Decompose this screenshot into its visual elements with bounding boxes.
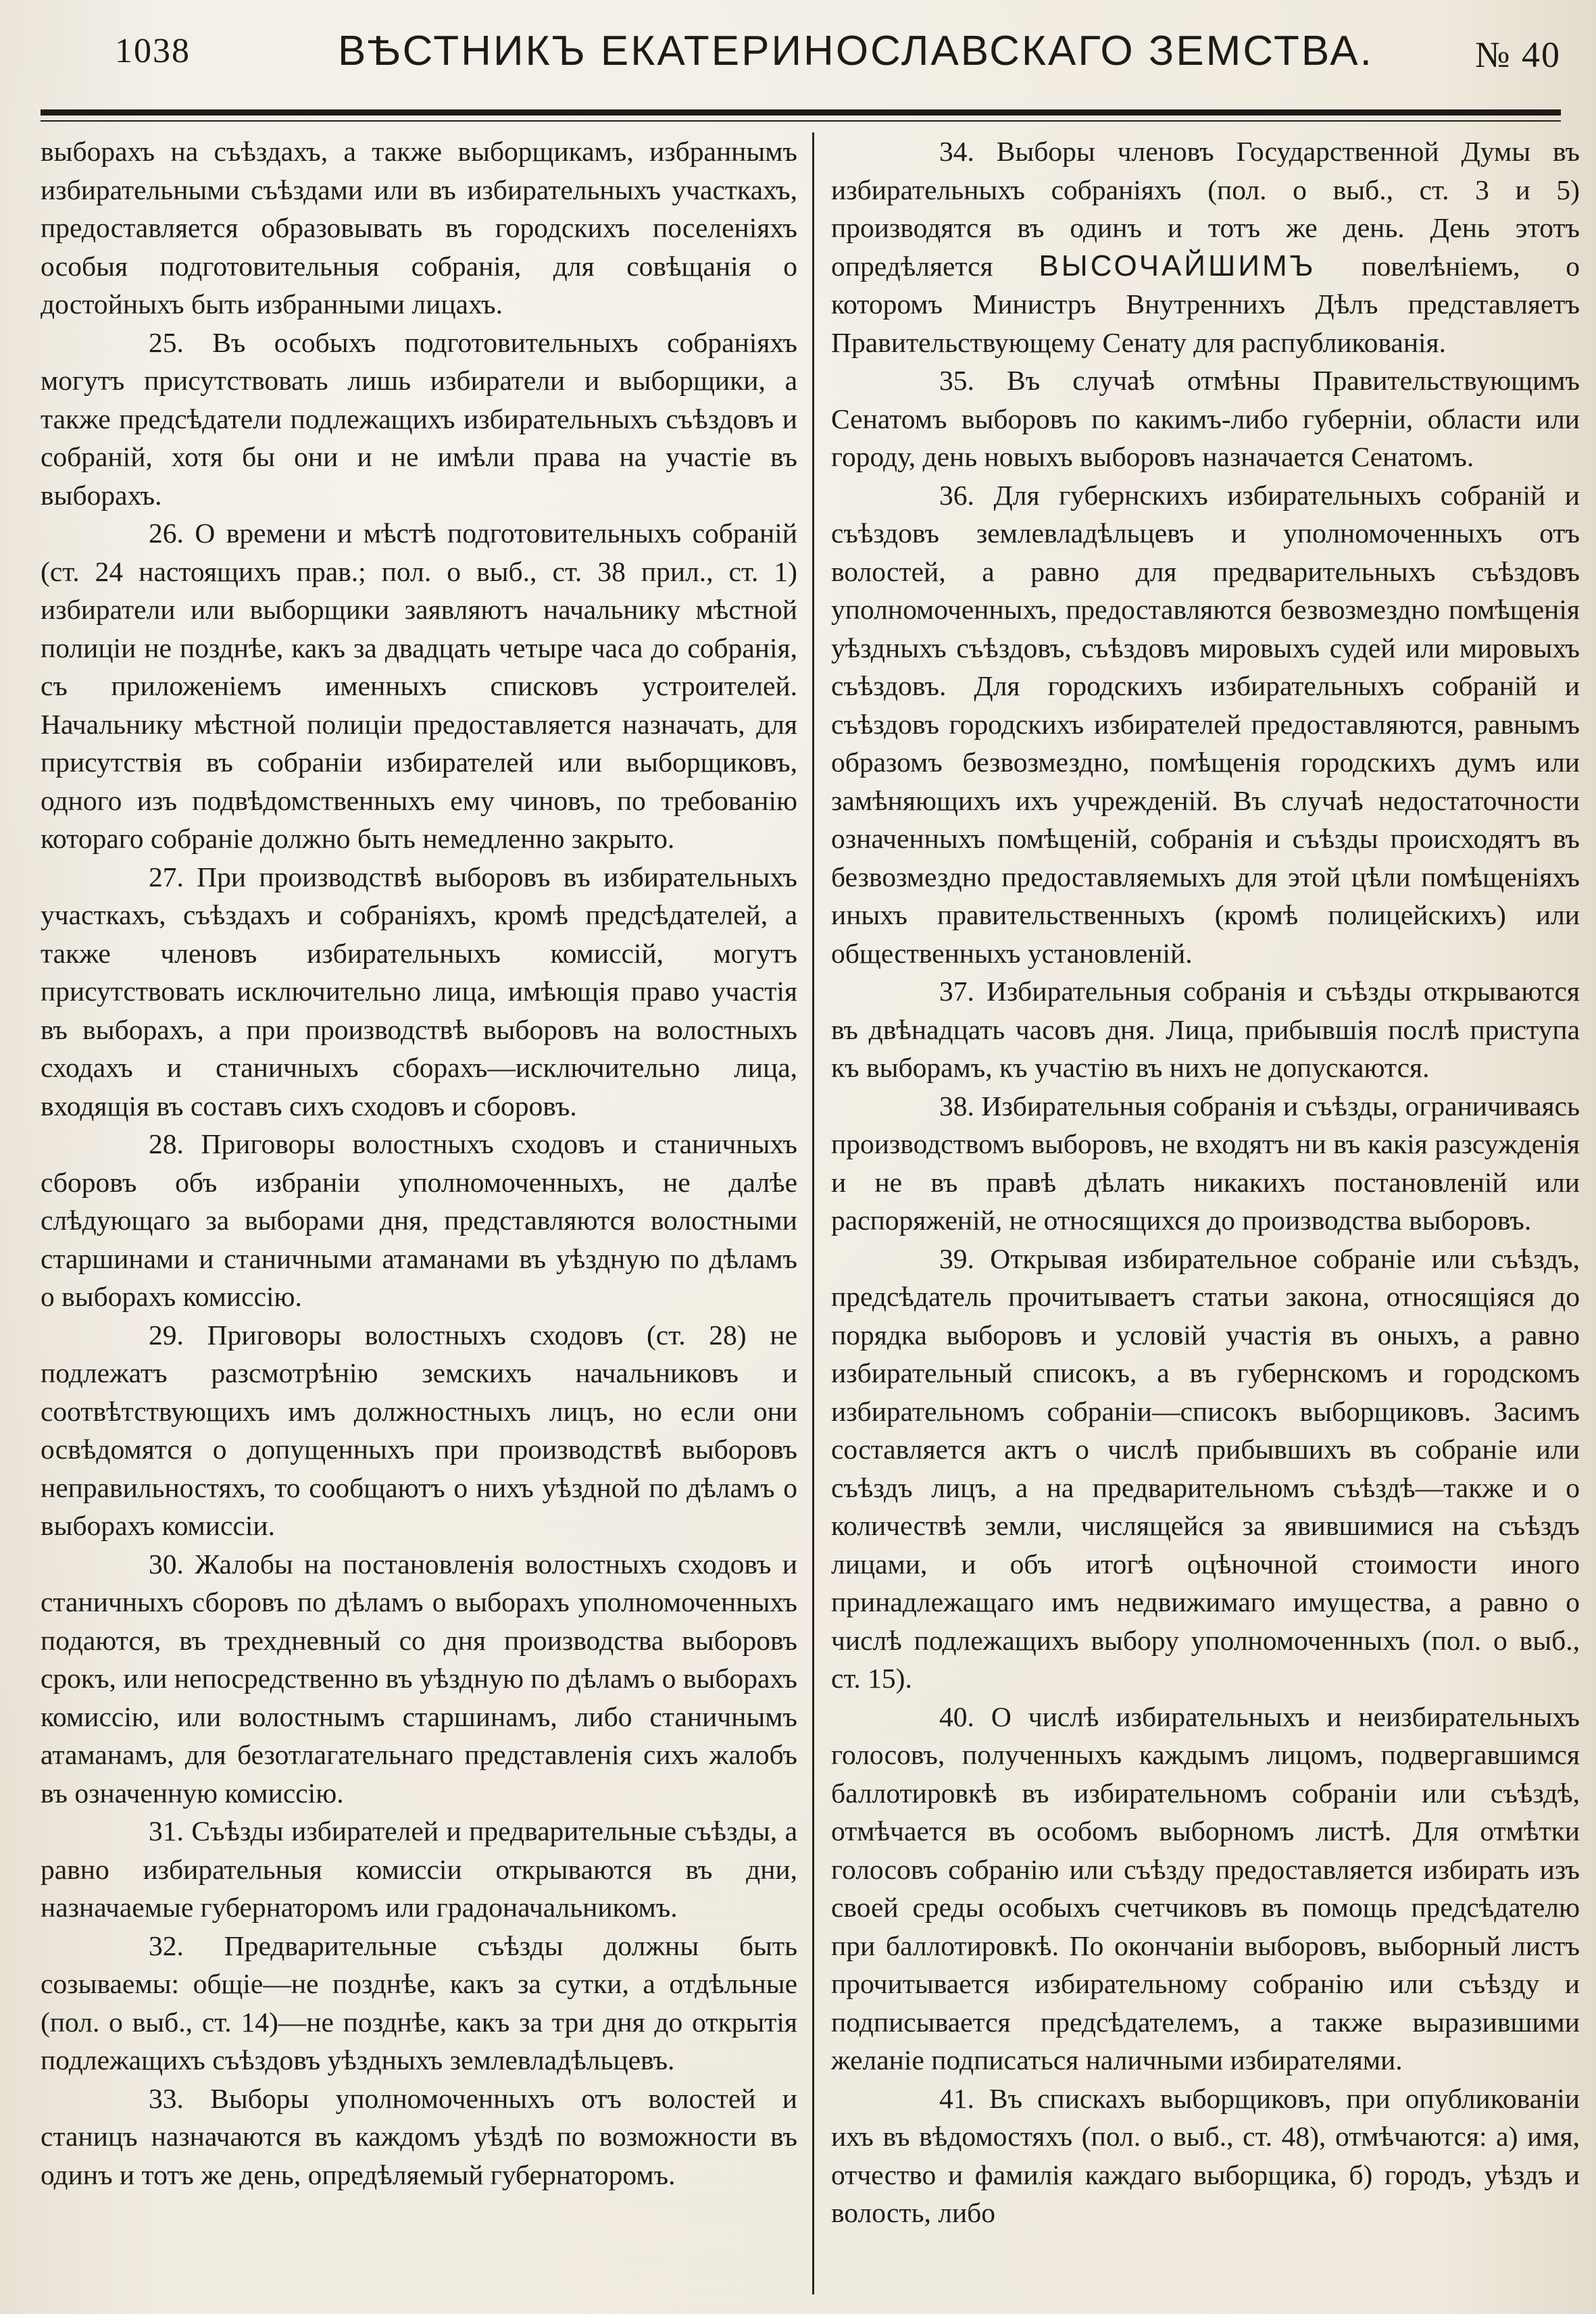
page-number: 1038 — [115, 32, 191, 70]
paragraph-39: 39. Открывая избирательное собраніе или съѣздъ, предсѣдатель прочитываетъ статьи закона, относящіяся до порядка выборовъ и условій участія въ оныхъ, а равно избирательный списокъ, а въ губернскомъ и городскомъ избирательномъ собраніи—списокъ выборщиковъ. Засимъ составляется актъ о числѣ прибывшихъ въ собраніе или съѣздъ лицъ, а на предварительномъ съѣздѣ—также и о количествѣ земли, числящейся за явившимися на съѣздъ лицами, и объ итогѣ оцѣночной стоимости иного принадлежащаго имъ недвижимаго имущества, а равно о числѣ подлежащихъ выбору уполномоченныхъ (пол. о выб., ст. 15). — [831, 1242, 1580, 1694]
column-divider — [812, 132, 814, 2294]
paragraph-38: 38. Избирательныя собранія и съѣзды, ограничиваясь производствомъ выборовъ, не входятъ ни въ какія разсужденія и не въ правѣ дѣлать никакихъ постановленій или распоряженій, не относящихся до производства выборовъ. — [831, 1090, 1580, 1236]
paragraph-27: 27. При производствѣ выборовъ въ избирательныхъ участкахъ, съѣздахъ и собраніяхъ, кромѣ предсѣдателей, а также членовъ избирательныхъ комиссій, могутъ присутствовать исключительно лица, имѣющія право участія въ выборахъ, а при производствѣ выборовъ на волостныхъ сходахъ и станичныхъ сборахъ—исключительно лица, входящія въ составъ сихъ сходовъ и сборовъ. — [41, 861, 797, 1122]
paragraph-40: 40. О числѣ избирательныхъ и неизбирательныхъ голосовъ, полученныхъ каждымъ лицомъ, подвергавшимся баллотировкѣ въ избирательномъ собраніи или съѣздѣ, отмѣчается въ особомъ выборномъ листѣ. Для отмѣтки голосовъ собранію или съѣзду предоставляется избирать изъ своей среды особыхъ счетчиковъ въ помощь предсѣдателю при баллотировкѣ. По окончаніи выборовъ, выборный листъ прочитывается избирательному собранію или съѣзду и подписывается предсѣдателемъ, а также выразившими желаніе подписаться наличными избирателями. — [831, 1701, 1580, 2076]
paragraph-37: 37. Избирательныя собранія и съѣзды открываются въ двѣнадцать часовъ дня. Лица, прибывшія послѣ приступа къ выборамъ, къ участію въ нихъ не допускаются. — [831, 976, 1580, 1083]
paragraph-29: 29. Приговоры волостныхъ сходовъ (ст. 28) не подлежатъ разсмотрѣнію земскихъ начальниковъ и соотвѣтствующихъ имъ должностныхъ лицъ, но если они освѣдомятся о допущенныхъ при производствѣ выборовъ неправильностяхъ, то сообщаютъ о нихъ уѣздной по дѣламъ о выборахъ комиссіи. — [41, 1319, 797, 1541]
header-rule-thin — [41, 120, 1561, 122]
issue-number: № 40 — [1474, 34, 1561, 75]
paragraph-26: 26. О времени и мѣстѣ подготовительныхъ собраній (ст. 24 настоящихъ прав.; пол. о выб., ст. 38 прил., ст. 1) избиратели или выборщики заявляютъ начальнику мѣстной полиціи не позднѣе, какъ за двадцать четыре часа до собранія, съ приложеніемъ именныхъ списковъ устроителей. Начальнику мѣстной полиціи предоставляется назначать, для присутствія въ собраніи избирателей или выборщиковъ, одного изъ подвѣдомственныхъ ему чиновъ, по требованію котораго собраніе должно быть немедленно закрыто. — [41, 518, 797, 854]
paragraph-35: 35. Въ случаѣ отмѣны Правительствующимъ Сенатомъ выборовъ по какимъ-либо губерніи, области или городу, день новыхъ выборовъ назначается Сенатомъ. — [831, 365, 1580, 472]
paragraph-32: 32. Предварительные съѣзды должны быть созываемы: общіе—не позднѣе, какъ за сутки, а отдѣльные (пол. о выб., ст. 14)—не позднѣе, какъ за три дня до открытія подлежащихъ съѣздовъ уѣздныхъ землевладѣльцевъ. — [41, 1930, 797, 2076]
right-column — [831, 132, 1580, 2232]
paragraph-34 — [831, 132, 1580, 361]
paragraph-continuation: выборахъ на съѣздахъ, а также выборщикамъ, избраннымъ избирательными съѣздами или въ избирательныхъ участкахъ, предоставляется образовывать въ городскихъ поселеніяхъ особыя подготовительныя собранія, для совѣщанія о достойныхъ быть избранными лицахъ. — [41, 136, 797, 320]
paragraph-34-part-1: 34. Выборы членовъ Государственной Думы въ избирательныхъ собраніяхъ (пол. о выб., ст. 3 и 5) производятся въ одинъ и тотъ же день. День этотъ опредѣляется — [831, 136, 1580, 282]
paragraph-30: 30. Жалобы на постановленія волостныхъ сходовъ и станичныхъ сборовъ по дѣламъ о выборахъ уполномоченныхъ подаются, въ трехдневный со дня производства выборовъ срокъ, или непосредственно въ уѣздную по дѣламъ о выборахъ комиссію, или волостнымъ старшинамъ, либо станичнымъ атаманамъ, для безотлагательнаго представленія сихъ жалобъ въ означенную комиссію. — [41, 1548, 797, 1809]
left-column — [41, 132, 797, 2194]
paragraph-34-emphasis: ВЫСОЧАЙШИМЪ — [1039, 249, 1316, 282]
paragraph-36: 36. Для губернскихъ избирательныхъ собраній и съѣздовъ землевладѣльцевъ и уполномоченныхъ отъ волостей, а равно для предварительныхъ съѣздовъ уполномоченныхъ, предоставляются безвозмездно помѣщенія уѣздныхъ съѣздовъ, съѣздовъ мировыхъ судей или мировыхъ съѣздовъ. Для городскихъ избирательныхъ собраній и съѣздовъ городскихъ избирателей предоставляются, равнымъ образомъ безвозмездно, помѣщенія городскихъ думъ или замѣняющихъ ихъ учрежденій. Въ случаѣ недостаточности означенныхъ помѣщеній, собранія и съѣзды происходятъ въ безвозмездно предоставляемыхъ для этой цѣли помѣщеніяхъ иныхъ правительственныхъ (кромѣ полицейскихъ) или общественныхъ установленій. — [831, 479, 1580, 969]
page-header — [41, 15, 1561, 89]
paragraph-31: 31. Съѣзды избирателей и предварительные съѣзды, а равно избирательныя комиссіи открываются въ дни, назначаемые губернаторомъ или градоначальникомъ. — [41, 1815, 797, 1923]
header-rule-thick — [41, 109, 1561, 116]
paragraph-41: 41. Въ спискахъ выборщиковъ, при опубликованіи ихъ въ вѣдомостяхъ (пол. о выб., ст. 48), отмѣчаются: а) имя, отчество и фамилія каждаго выборщика, б) городъ, уѣздъ и волость, либо — [831, 2082, 1580, 2228]
paragraph-25: 25. Въ особыхъ подготовительныхъ собраніяхъ могутъ присутствовать лишь избиратели и выборщики, а также предсѣдатели подлежащихъ избирательныхъ съѣздовъ и собраній, хотя бы они и не имѣли права на участіе въ выборахъ. — [41, 326, 797, 511]
paragraph-34-part-2: повелѣніемъ, о которомъ Министръ Внутреннихъ Дѣлъ представляетъ Правительствующему Сенату для распубликованія. — [831, 250, 1580, 358]
paragraph-28: 28. Приговоры волостныхъ сходовъ и станичныхъ сборовъ объ избраніи уполномоченныхъ, не далѣе слѣдующаго за выборами дня, представляются волостными старшинами и станичными атаманами въ уѣздную по дѣламъ о выборахъ комиссію. — [41, 1128, 797, 1312]
paragraph-33: 33. Выборы уполномоченныхъ отъ волостей и станицъ назначаются въ каждомъ уѣздѣ по возможности въ одинъ и тотъ же день, опредѣляемый губернаторомъ. — [41, 2082, 797, 2190]
journal-title: ВѢСТНИКЪ ЕКАТЕРИНОСЛАВСКАГО ЗЕМСТВА. — [338, 28, 1374, 74]
